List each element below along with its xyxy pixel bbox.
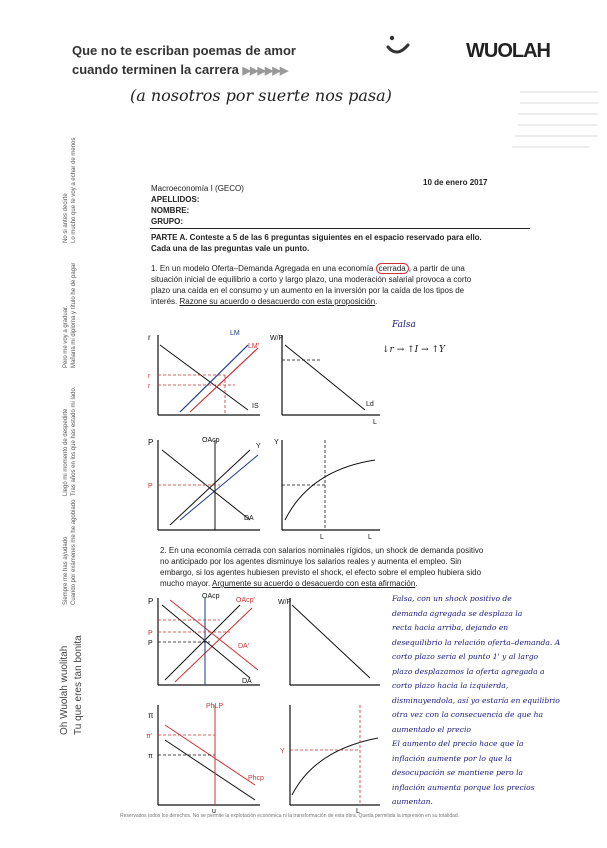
nombre-label: NOMBRE: bbox=[151, 206, 190, 215]
answer-2-line: recta hacia arriba, dejando en bbox=[392, 623, 509, 632]
da-label: DA bbox=[244, 515, 254, 522]
q2-da-label: DA bbox=[242, 678, 252, 685]
q2-da-curve bbox=[162, 605, 250, 678]
q2-y-label: Y bbox=[280, 748, 285, 755]
answer-2-line: aumentan. bbox=[392, 797, 433, 806]
q2-p1-label: P bbox=[148, 630, 153, 637]
r-axis-label: r bbox=[148, 333, 151, 342]
phcp-label: Phcp bbox=[248, 775, 264, 782]
answer-1-verdict: Falsa bbox=[392, 320, 416, 330]
q2-text-mayor: mucho mayor. bbox=[160, 579, 211, 588]
w-p-label: W/P bbox=[270, 335, 284, 342]
sidebar-text-8: Cuando por exámenes me he agobiado bbox=[71, 499, 77, 605]
phcp-prime-curve bbox=[165, 740, 255, 800]
answer-2-line: otra vez con la consecuencia de que ha bbox=[392, 710, 543, 719]
answer-2-line: demanda agregada se desplaza la bbox=[392, 608, 523, 618]
apellidos-label: APELLIDOS: bbox=[151, 195, 200, 204]
q2-w-p-label: W/P bbox=[278, 599, 292, 606]
y-axis-label-2: Y bbox=[274, 439, 279, 446]
answer-2-line: desequilibrio la relación oferta–demanda. A bbox=[392, 637, 561, 647]
q2-l-label: L bbox=[356, 808, 360, 815]
answer-2-line: disminuyendola, así yo estaría en equilibrio bbox=[392, 695, 560, 705]
q1-line-3: plazo una caída en el consumo y un aumento en la inversión por la caída de los tipos de bbox=[151, 286, 465, 295]
r1-label: r bbox=[148, 373, 151, 380]
pi-label: π bbox=[148, 753, 153, 760]
lm-prime-curve bbox=[190, 348, 258, 412]
p-label: P bbox=[148, 483, 153, 490]
phlp-label: PhLP bbox=[206, 703, 224, 710]
answer-2-line: Falsa, con un shock positivo de bbox=[392, 594, 512, 603]
pi-prime-label: π' bbox=[146, 733, 153, 740]
bleed-through-text bbox=[300, 86, 600, 166]
oacp-curve bbox=[170, 450, 250, 525]
is-label: IS bbox=[252, 403, 259, 410]
q1-circled-word: cerrada bbox=[376, 263, 409, 274]
answer-1-chain: ↓r → ↑I → ↑Y bbox=[382, 345, 445, 355]
q2-line-3: embargo, si los agentes hubiesen previsto el shock, el efecto sobre el empleo hubiera sido bbox=[160, 568, 482, 577]
parte-a-line-2: Cada una de las preguntas vale un punto. bbox=[151, 244, 310, 253]
answer-2-line: plazo desplazamos la oferta agregada a bbox=[392, 666, 545, 676]
sidebar-text-7: Siempre me has ayudado bbox=[63, 536, 69, 605]
exam-date: 10 de enero 2017 bbox=[423, 178, 488, 187]
header-divider bbox=[150, 228, 530, 229]
sidebar-text-2: Lo mucho que te voy a echar de menos bbox=[71, 137, 77, 243]
wuolah-logo: WUOLAH bbox=[466, 40, 550, 62]
sidebar-text-10: Tu que eres tan bonita bbox=[73, 635, 84, 735]
q2-production-graph bbox=[280, 705, 380, 815]
course-title: Macroeconomía I (GECO) bbox=[151, 184, 244, 193]
q1-text-b: , a partir de una bbox=[408, 264, 465, 273]
ld-label: Ld bbox=[366, 401, 374, 408]
q2-line-1: 2. En una economía cerrada con salarios nominales rígidos, un shock de demanda positivo bbox=[160, 546, 484, 555]
lm-label: LM bbox=[230, 330, 240, 337]
q2-graphs bbox=[140, 590, 390, 815]
is-curve bbox=[160, 345, 248, 410]
sidebar-text-5: Llegó mi momento de despedirte bbox=[63, 408, 69, 496]
answer-2-line: El aumento del precio hace que la bbox=[392, 739, 524, 748]
u-label: u bbox=[212, 808, 216, 815]
lm-prime-label: LM' bbox=[248, 343, 260, 350]
q1-graphs bbox=[140, 320, 390, 540]
answer-2-line: desocupación se mantiene pero la bbox=[392, 768, 524, 777]
q2-ad-as-graph bbox=[148, 593, 260, 685]
q1-line-2: situación inicial de equilibrio a corto y largo plazo, una moderación salarial provoca a corto bbox=[151, 275, 472, 284]
parte-a-line-1: PARTE A. Conteste a 5 de las 6 preguntas siguientes en el espacio reservado para ello. bbox=[151, 233, 482, 242]
r2-label: r bbox=[148, 383, 151, 390]
answer-2-block bbox=[392, 592, 602, 810]
answer-2-line: corto plazo sería el punto 1' y al largo bbox=[392, 652, 539, 661]
q1-text-a: 1. En un modelo Oferta–Demanda Agregada en una economía bbox=[151, 264, 374, 273]
answer-2-line: corto plazo hacia la izquierda, bbox=[392, 681, 509, 690]
ad-as-graph bbox=[148, 437, 261, 530]
q2-oacp-label: OAcp bbox=[202, 593, 220, 600]
oacp-label: OAcp bbox=[202, 437, 220, 444]
sidebar-text-3: Pero me voy a graduar. bbox=[63, 305, 69, 368]
q2-line-2: no anticipado por los agentes disminuye los salarios reales y aumenta el empleo. Sin bbox=[160, 557, 462, 566]
is-lm-graph bbox=[148, 330, 260, 415]
q1-line-4: interés. Razone su acuerdo o desacuerdo con esta proposición. bbox=[151, 297, 378, 306]
production-graph bbox=[274, 439, 380, 540]
q2-production-curve bbox=[292, 738, 378, 795]
production-curve bbox=[285, 460, 375, 520]
sidebar-text-1: No si antes decirte bbox=[63, 193, 69, 243]
handwritten-subtitle: (a nosotros por suerte nos pasa) bbox=[130, 86, 392, 105]
sidebar-text-9: Oh Wuolah wuolitah bbox=[59, 645, 70, 735]
sidebar-text-6: Tras años en los que has estado mi lado. bbox=[71, 386, 77, 496]
q2-line-4: mucho mayor. Argumente su acuerdo o desacuerdo con esta afirmación. bbox=[160, 579, 418, 588]
q2-da-prime-curve bbox=[170, 600, 258, 670]
phillips-graph bbox=[146, 703, 264, 815]
q2-labor-graph bbox=[278, 598, 380, 685]
l-label-top: L bbox=[373, 419, 377, 426]
labor-demand-graph bbox=[270, 335, 380, 426]
q1-text-interes: interés. bbox=[151, 297, 178, 306]
l-label-2: L bbox=[368, 534, 372, 540]
q1-line-1 bbox=[151, 263, 465, 274]
slogan-arrows: ▶▶▶▶▶▶ bbox=[242, 65, 288, 77]
q2-p-label: P bbox=[148, 640, 153, 647]
answer-2-line: aumentado el precio bbox=[392, 724, 472, 734]
slogan-line-2 bbox=[72, 61, 287, 80]
footer-notice: Reservados todos los derechos. No se permite la explotación económica ni la transformación de esta obra. Queda permitida la impresión en su totalidad. bbox=[120, 813, 460, 819]
y-label-bottom: Y bbox=[256, 443, 261, 450]
answer-2-line: inflación aumenta porque los precios bbox=[392, 782, 535, 792]
grupo-label: GRUPO: bbox=[151, 217, 183, 226]
q2-instruction: Argumente su acuerdo o desacuerdo con esta afirmación bbox=[212, 579, 416, 588]
smiley-icon bbox=[384, 32, 414, 60]
slogan-line-1: Que no te escriban poemas de amor bbox=[72, 43, 296, 58]
q2-p-axis-label: P bbox=[148, 597, 154, 606]
q2-oacp-prime-label: OAcp' bbox=[236, 597, 255, 604]
l-label-1: L bbox=[320, 534, 324, 540]
ld-curve bbox=[285, 345, 365, 410]
q2-da-prime-label: DA' bbox=[238, 643, 250, 650]
oacp-prime-curve bbox=[180, 455, 258, 520]
p-axis-label: P bbox=[148, 438, 154, 447]
q1-instruction: Razone su acuerdo o desacuerdo con esta proposición bbox=[179, 297, 376, 306]
slogan-line-2-text: cuando terminen la carrera bbox=[72, 62, 239, 77]
pi-axis-label: π bbox=[148, 711, 154, 720]
answer-2-line: inflación aumente por lo que la bbox=[392, 753, 512, 763]
sidebar-text-4: Mañana mi diploma y título he de pagar bbox=[71, 262, 77, 368]
q2-ld-curve bbox=[292, 605, 370, 678]
